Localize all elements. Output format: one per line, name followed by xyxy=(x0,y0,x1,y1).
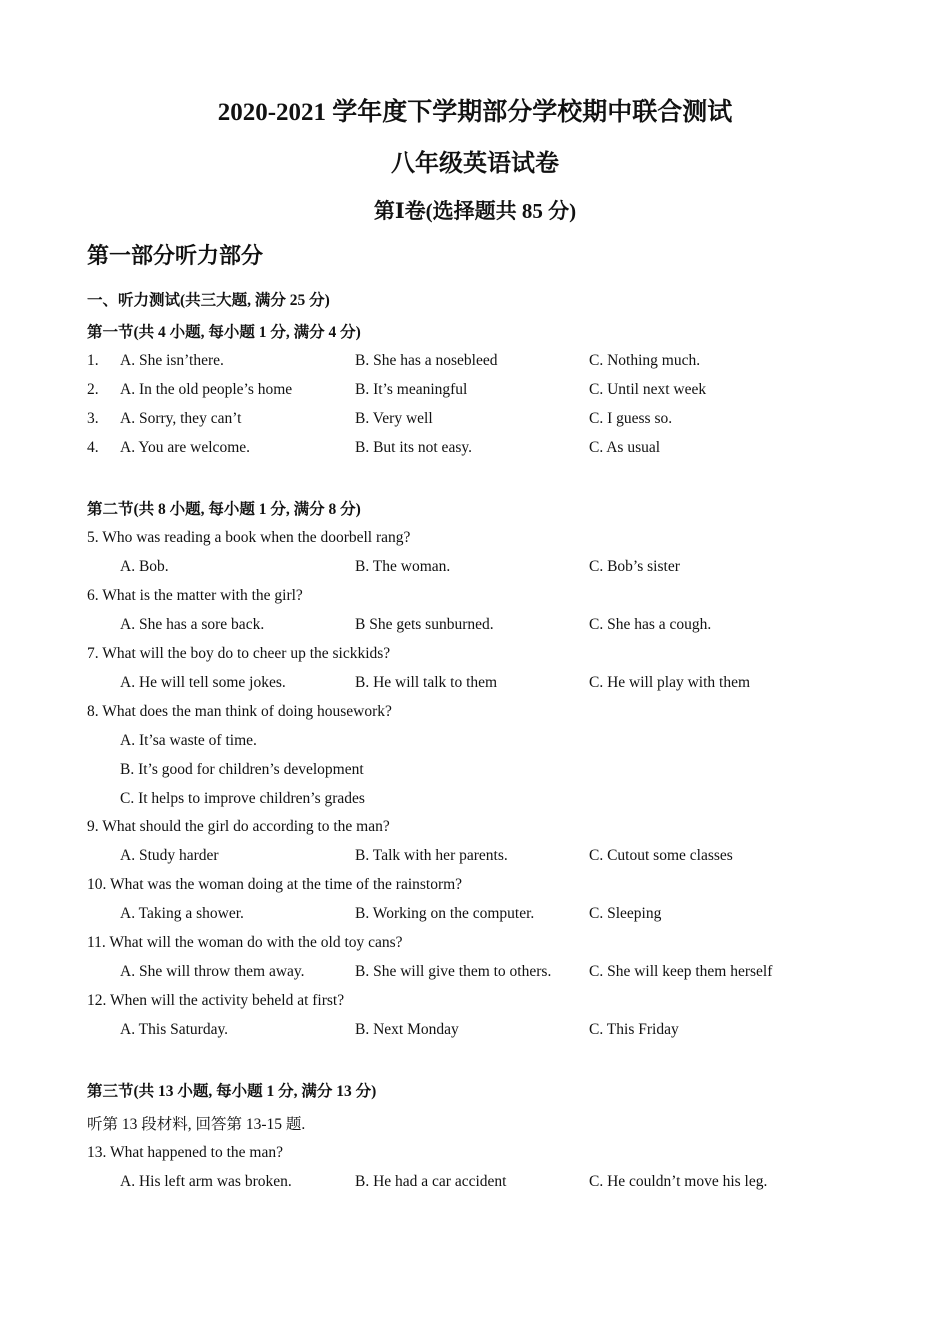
option-a: A. She has a sore back. xyxy=(120,616,265,633)
options-row xyxy=(0,1173,950,1195)
option-a: A. Study harder xyxy=(120,847,219,864)
question-number: 3. xyxy=(87,410,99,427)
option-c: C. He couldn’t move his leg. xyxy=(589,1173,768,1190)
options-row xyxy=(0,905,950,927)
part-title: 第一部分听力部分 xyxy=(87,243,264,268)
option-b: B. She has a nosebleed xyxy=(355,352,498,369)
option-b: B. Working on the computer. xyxy=(355,905,535,922)
option-c: C. It helps to improve children’s grades xyxy=(120,790,365,807)
section3-heading: 第三节(共 13 小题, 每小题 1 分, 满分 13 分) xyxy=(87,1083,377,1100)
section3-instruction: 听第 13 段材料, 回答第 13-15 题. xyxy=(87,1116,306,1133)
exam-title: 2020-2021 学年度下学期部分学校期中联合测试 xyxy=(217,99,733,126)
option-b: B. But its not easy. xyxy=(355,439,472,456)
option-a: A. You are welcome. xyxy=(120,439,251,456)
question-stem: 6. What is the matter with the girl? xyxy=(87,587,303,604)
question-row xyxy=(0,381,950,403)
options-row xyxy=(0,674,950,696)
option-a: A. He will tell some jokes. xyxy=(120,674,286,691)
question-row xyxy=(0,410,950,432)
option-a: A. This Saturday. xyxy=(120,1021,229,1038)
option-a: A. Sorry, they can’t xyxy=(120,410,242,427)
option-a: A. His left arm was broken. xyxy=(120,1173,292,1190)
options-row xyxy=(0,847,950,869)
option-c: C. She has a cough. xyxy=(589,616,712,633)
options-row xyxy=(0,616,950,638)
options-row xyxy=(0,963,950,985)
option-b: B. It’s good for children’s development xyxy=(120,761,364,778)
option-c: C. She will keep them herself xyxy=(589,963,773,980)
options-row xyxy=(0,558,950,580)
option-b: B. Talk with her parents. xyxy=(355,847,508,864)
option-a: A. Taking a shower. xyxy=(120,905,244,922)
options-row xyxy=(0,1021,950,1043)
option-b: B. Very well xyxy=(355,410,433,427)
option-c: C. Until next week xyxy=(589,381,707,398)
option-a: A. Bob. xyxy=(120,558,169,575)
option-b: B. The woman. xyxy=(355,558,451,575)
option-a: A. She will throw them away. xyxy=(120,963,305,980)
question-number: 4. xyxy=(87,439,99,456)
option-b: B. He will talk to them xyxy=(355,674,498,691)
option-c: C. As usual xyxy=(589,439,661,456)
question-stem: 7. What will the boy do to cheer up the sickkids? xyxy=(87,645,391,662)
listening-heading: 一、听力测试(共三大题, 满分 25 分) xyxy=(87,292,330,309)
option-a: A. She isn’there. xyxy=(120,352,224,369)
question-stem: 8. What does the man think of doing housework? xyxy=(87,703,392,720)
volume-title: 第Ⅰ卷(选择题共 85 分) xyxy=(373,199,577,223)
question-row xyxy=(0,439,950,461)
options-row xyxy=(0,761,950,783)
options-row xyxy=(0,790,950,812)
option-b: B. Next Monday xyxy=(355,1021,459,1038)
option-b: B. She will give them to others. xyxy=(355,963,552,980)
question-number: 2. xyxy=(87,381,99,398)
option-b: B. He had a car accident xyxy=(355,1173,507,1190)
question-row xyxy=(0,352,950,374)
question-stem: 9. What should the girl do according to the man? xyxy=(87,818,390,835)
option-c: C. Nothing much. xyxy=(589,352,701,369)
question-stem: 12. When will the activity beheld at first? xyxy=(87,992,345,1009)
option-c: C. Sleeping xyxy=(589,905,662,922)
option-a: A. It’sa waste of time. xyxy=(120,732,257,749)
question-stem: 10. What was the woman doing at the time of the rainstorm? xyxy=(87,876,463,893)
section2-heading: 第二节(共 8 小题, 每小题 1 分, 满分 8 分) xyxy=(87,501,361,518)
option-a: A. In the old people’s home xyxy=(120,381,293,398)
option-c: C. Cutout some classes xyxy=(589,847,733,864)
option-c: C. He will play with them xyxy=(589,674,751,691)
option-b: B She gets sunburned. xyxy=(355,616,494,633)
options-row xyxy=(0,732,950,754)
option-c: C. This Friday xyxy=(589,1021,679,1038)
question-stem: 5. Who was reading a book when the doorbell rang? xyxy=(87,529,411,546)
question-stem: 11. What will the woman do with the old toy cans? xyxy=(87,934,403,951)
option-c: C. Bob’s sister xyxy=(589,558,680,575)
question-stem: 13. What happened to the man? xyxy=(87,1144,283,1161)
exam-subtitle: 八年级英语试卷 xyxy=(391,151,559,177)
option-c: C. I guess so. xyxy=(589,410,673,427)
question-number: 1. xyxy=(87,352,99,369)
section1-heading: 第一节(共 4 小题, 每小题 1 分, 满分 4 分) xyxy=(87,324,361,341)
option-b: B. It’s meaningful xyxy=(355,381,468,398)
